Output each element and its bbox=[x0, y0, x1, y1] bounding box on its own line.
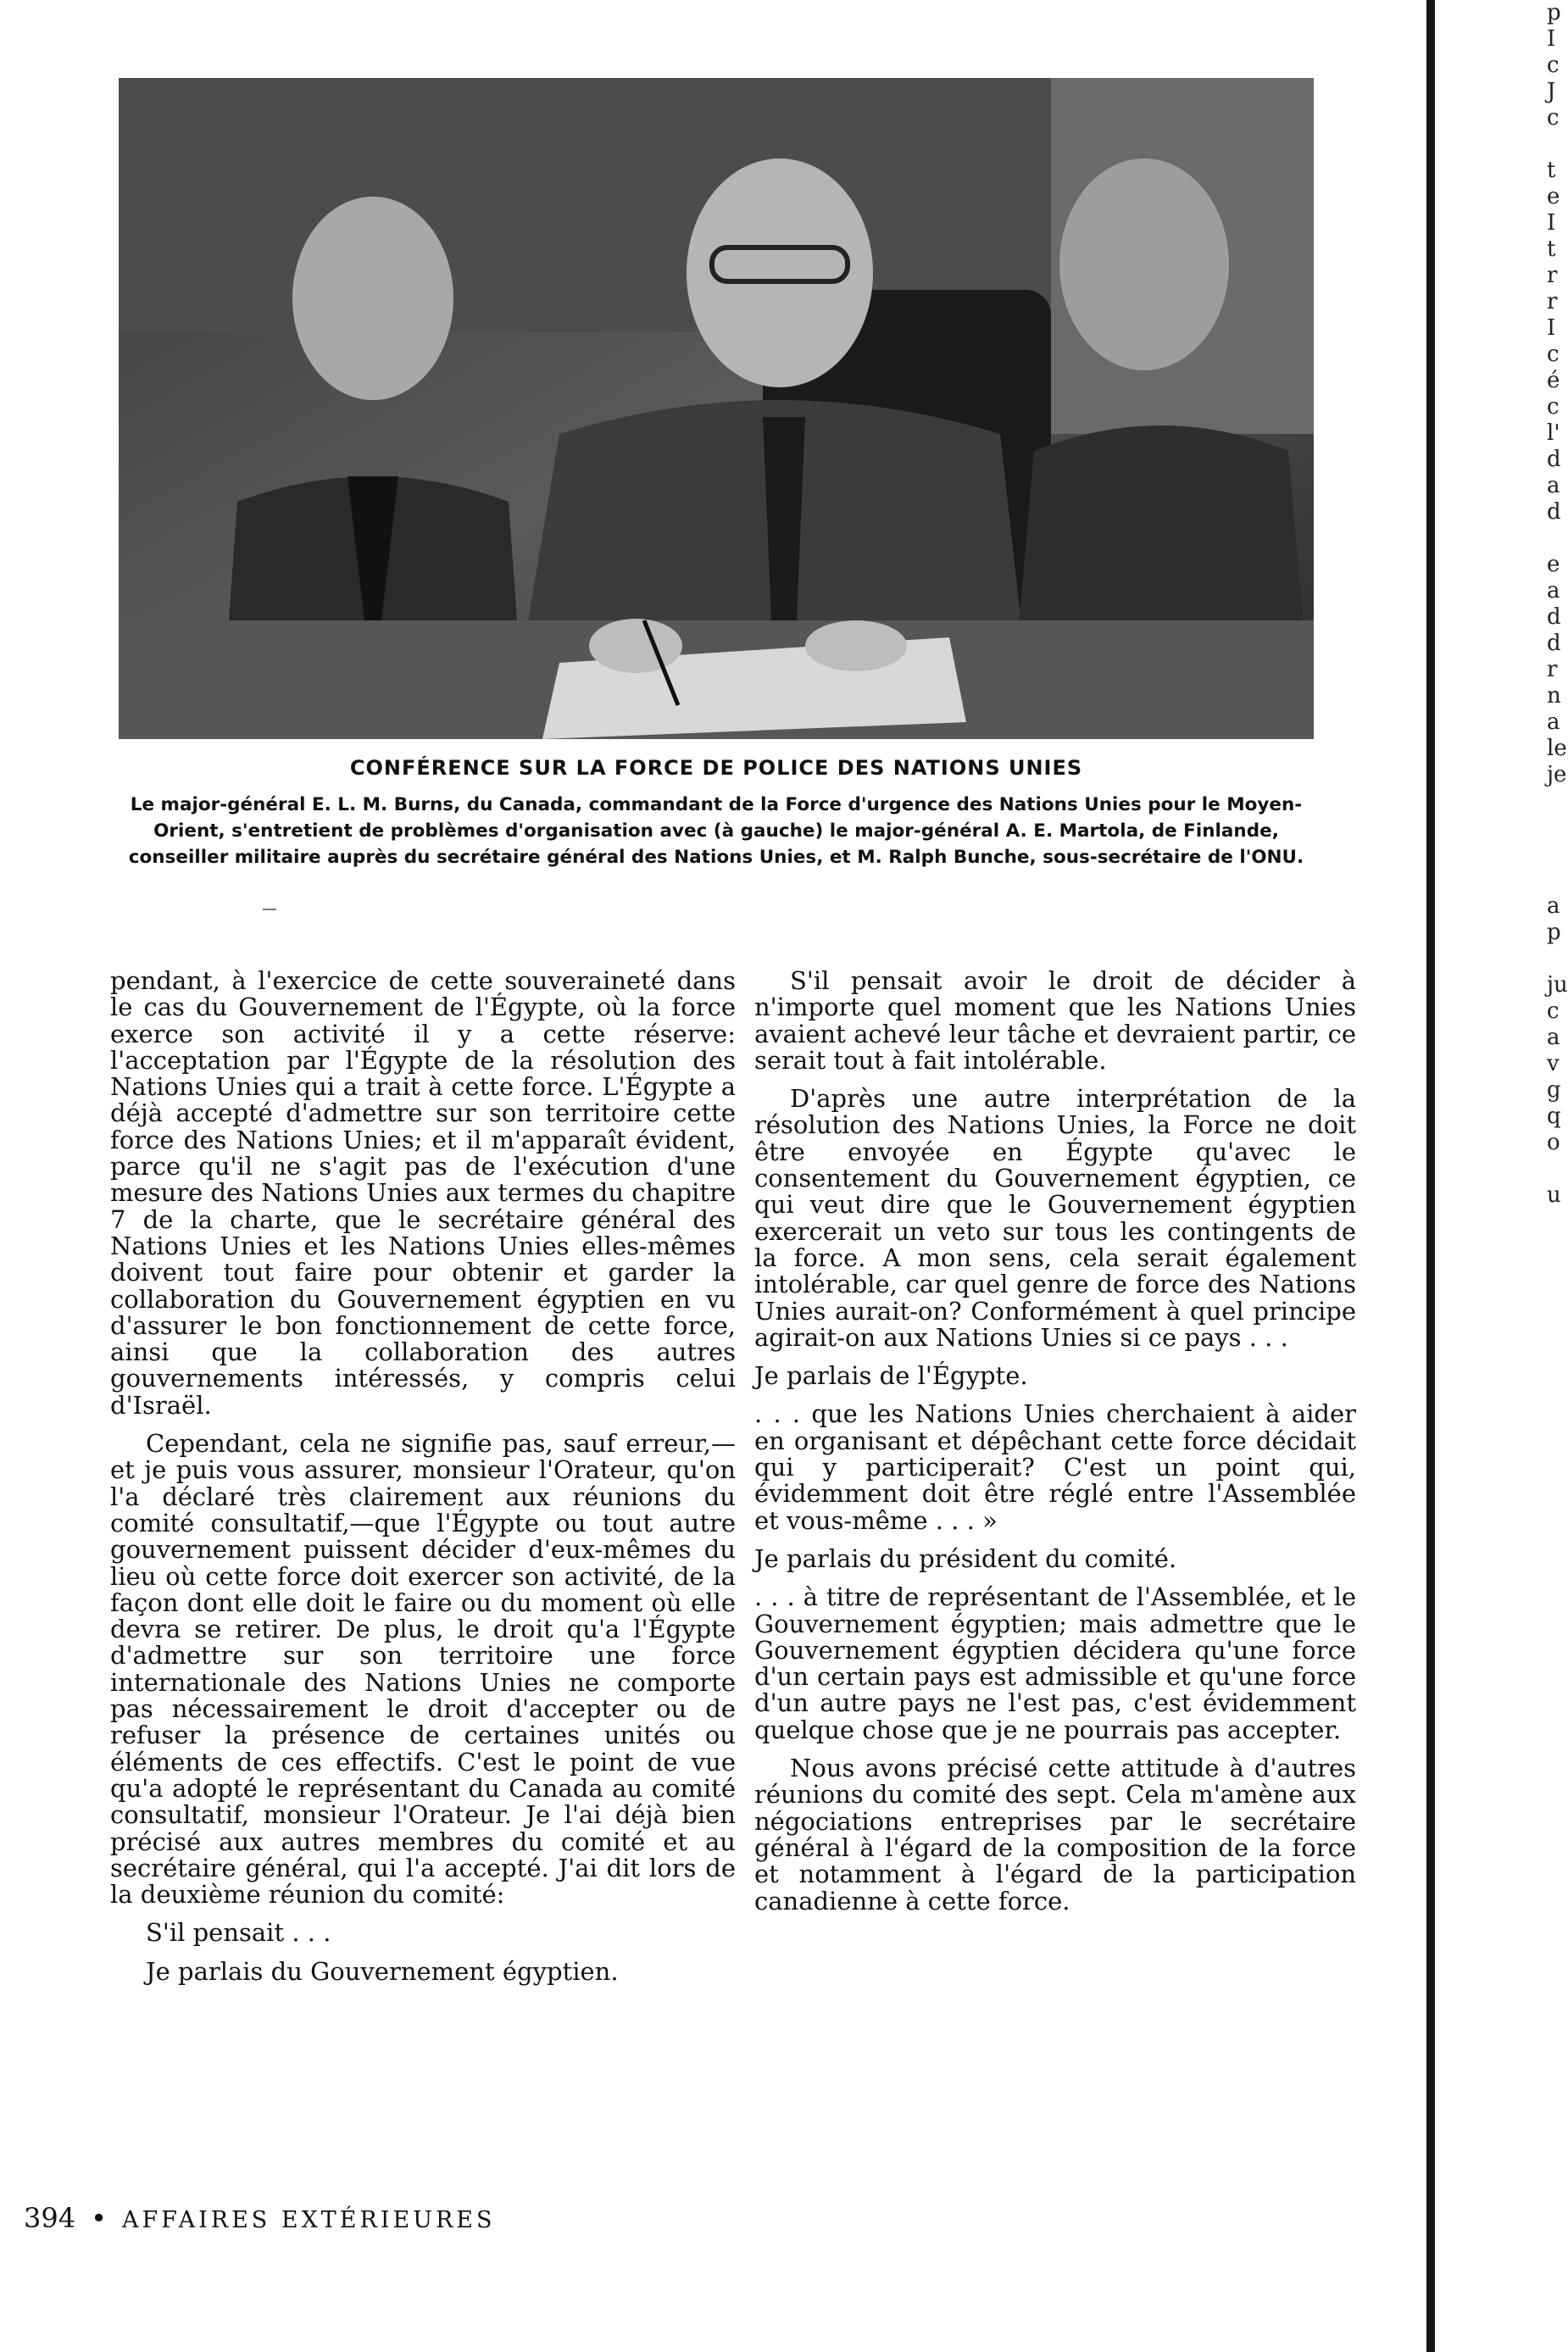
adjacent-page-edge: p I c J c t e I t r r I c é c l' d a d e a d d r n a le je a p ju c a v g q o u bbox=[1547, 0, 1568, 1208]
page-footer bbox=[24, 2202, 496, 2234]
paragraph: Nous avons précisé cette attitude à d'autres réunions du comité des sept. Cela m'amène aux négociations entreprises par le secrétaire général à l'égard de la composition de la force et notamment à l'égard de la participation canadienne à cette force. bbox=[754, 1754, 1356, 1916]
journal-title: AFFAIRES EXTÉRIEURES bbox=[121, 2207, 496, 2233]
photo-illustration bbox=[119, 78, 1314, 739]
right-column bbox=[754, 968, 1356, 1927]
paragraph: Je parlais du Gouvernement égyptien. bbox=[146, 1956, 619, 1986]
footer-bullet: • bbox=[91, 2202, 107, 2234]
paragraph: D'après une autre interprétation de la résolution des Nations Unies, la Force ne doit être envoyée en Égypte qu'avec le consentement du Gouvernement égyptien, ce qui veut dire que le Gouvernement égyptien exercerait un veto sur tous les contingents de la force. A mon sens, cela serait également intolérable, car quel genre de force des Nations Unies aurait-on? Conformément à quel principe agirait-on aux Nations Unies si ce pays . . . bbox=[754, 1084, 1356, 1352]
paragraph: S'il pensait avoir le droit de décider à n'importe quel moment que les Nations Unies avaient achevé leur tâche et devraient partir, ce serait tout à fait intolérable. bbox=[754, 966, 1356, 1075]
caption-title: CONFÉRENCE SUR LA FORCE DE POLICE DES NATIONS UNIES bbox=[349, 756, 1083, 780]
photo-three-men-at-desk-icon bbox=[119, 78, 1314, 739]
quote-line: S'il pensait . . . bbox=[146, 1918, 331, 1948]
page-number: 394 bbox=[24, 2202, 76, 2234]
paragraph: Cependant, cela ne signifie pas, sauf erreur,—et je puis vous assurer, monsieur l'Orateur, qu'on l'a déclaré très clairement aux réunions du comité consultatif,—que l'Égypte ou tout autre gouvernement puissent décider d'eux-mêmes du lieu où cette force doit exercer son activité, de la façon dont elle doit le faire ou du moment où elle devra se retirer. De plus, le droit qu'a l'Égypte d'admettre sur son territoire une force internationale des Nations Unies ne comporte pas nécessairement le droit d'accepter ou de refuser la présence de certaines unités ou éléments de ces effectifs. C'est le point de vue qu'a adopté le représentant du Canada au comité consultatif, monsieur l'Orateur. Je l'ai déjà bien précisé aux autres membres du comité et au secrétaire général, qui l'a accepté. J'ai dit lors de la deuxième réunion du comité: bbox=[110, 1429, 736, 1910]
paragraph: . . . à titre de représentant de l'Assemblée, et le Gouvernement égyptien; mais admettre que le Gouvernement égyptien décidera qu'une force d'un certain pays est admissible et qu'une force d'un autre pays ne l'est pas, c'est évidemment quelque chose que je ne pourrais pas accepter. bbox=[754, 1582, 1356, 1744]
caption-text: Le major-général E. L. M. Burns, du Canada, commandant de la Force d'urgence des Nations Unies pour le Moyen-Orient, s'entretient de problèmes d'organisation avec (à gauche) le major-général A. E. Martola, de Finlande, conseiller militaire auprès du secrétaire général des Nations Unies, et M. Ralph Bunche, sous-secrétaire de l'ONU. bbox=[128, 794, 1304, 868]
caption-rule-left bbox=[263, 909, 276, 910]
page-gutter bbox=[1426, 0, 1435, 2352]
paragraph: Je parlais de l'Égypte. bbox=[754, 1361, 1028, 1391]
left-column bbox=[110, 968, 736, 1997]
paragraph: pendant, à l'exercice de cette souveraineté dans le cas du Gouvernement de l'Égypte, où la force exerce son activité il y a cette réserve: l'acceptation par l'Égypte de la résolution des Nations Unies qui a trait à cette force. L'Égypte a déjà accepté d'admettre sur son territoire cette force des Nations Unies; et il m'apparaît évident, parce qu'il ne s'agit pas de l'exécution d'une mesure des Nations Unies aux termes du chapitre 7 de la charte, que le secrétaire général des Nations Unies et les Nations Unies elles-mêmes doivent tout faire pour obtenir et garder la collaboration du Gouvernement égyptien en vu d'assurer le bon fonctionnement de cette force, ainsi que la collaboration des autres gouvernements intéressés, y compris celui d'Israël. bbox=[110, 966, 736, 1420]
paragraph: Je parlais du président du comité. bbox=[754, 1543, 1177, 1573]
paragraph: . . . que les Nations Unies cherchaient à aider en organisant et dépêchant cette force décidait qui y participerait? C'est un point qui, évidemment doit être réglé entre l'Assemblée et vous-même . . . » bbox=[754, 1399, 1356, 1535]
